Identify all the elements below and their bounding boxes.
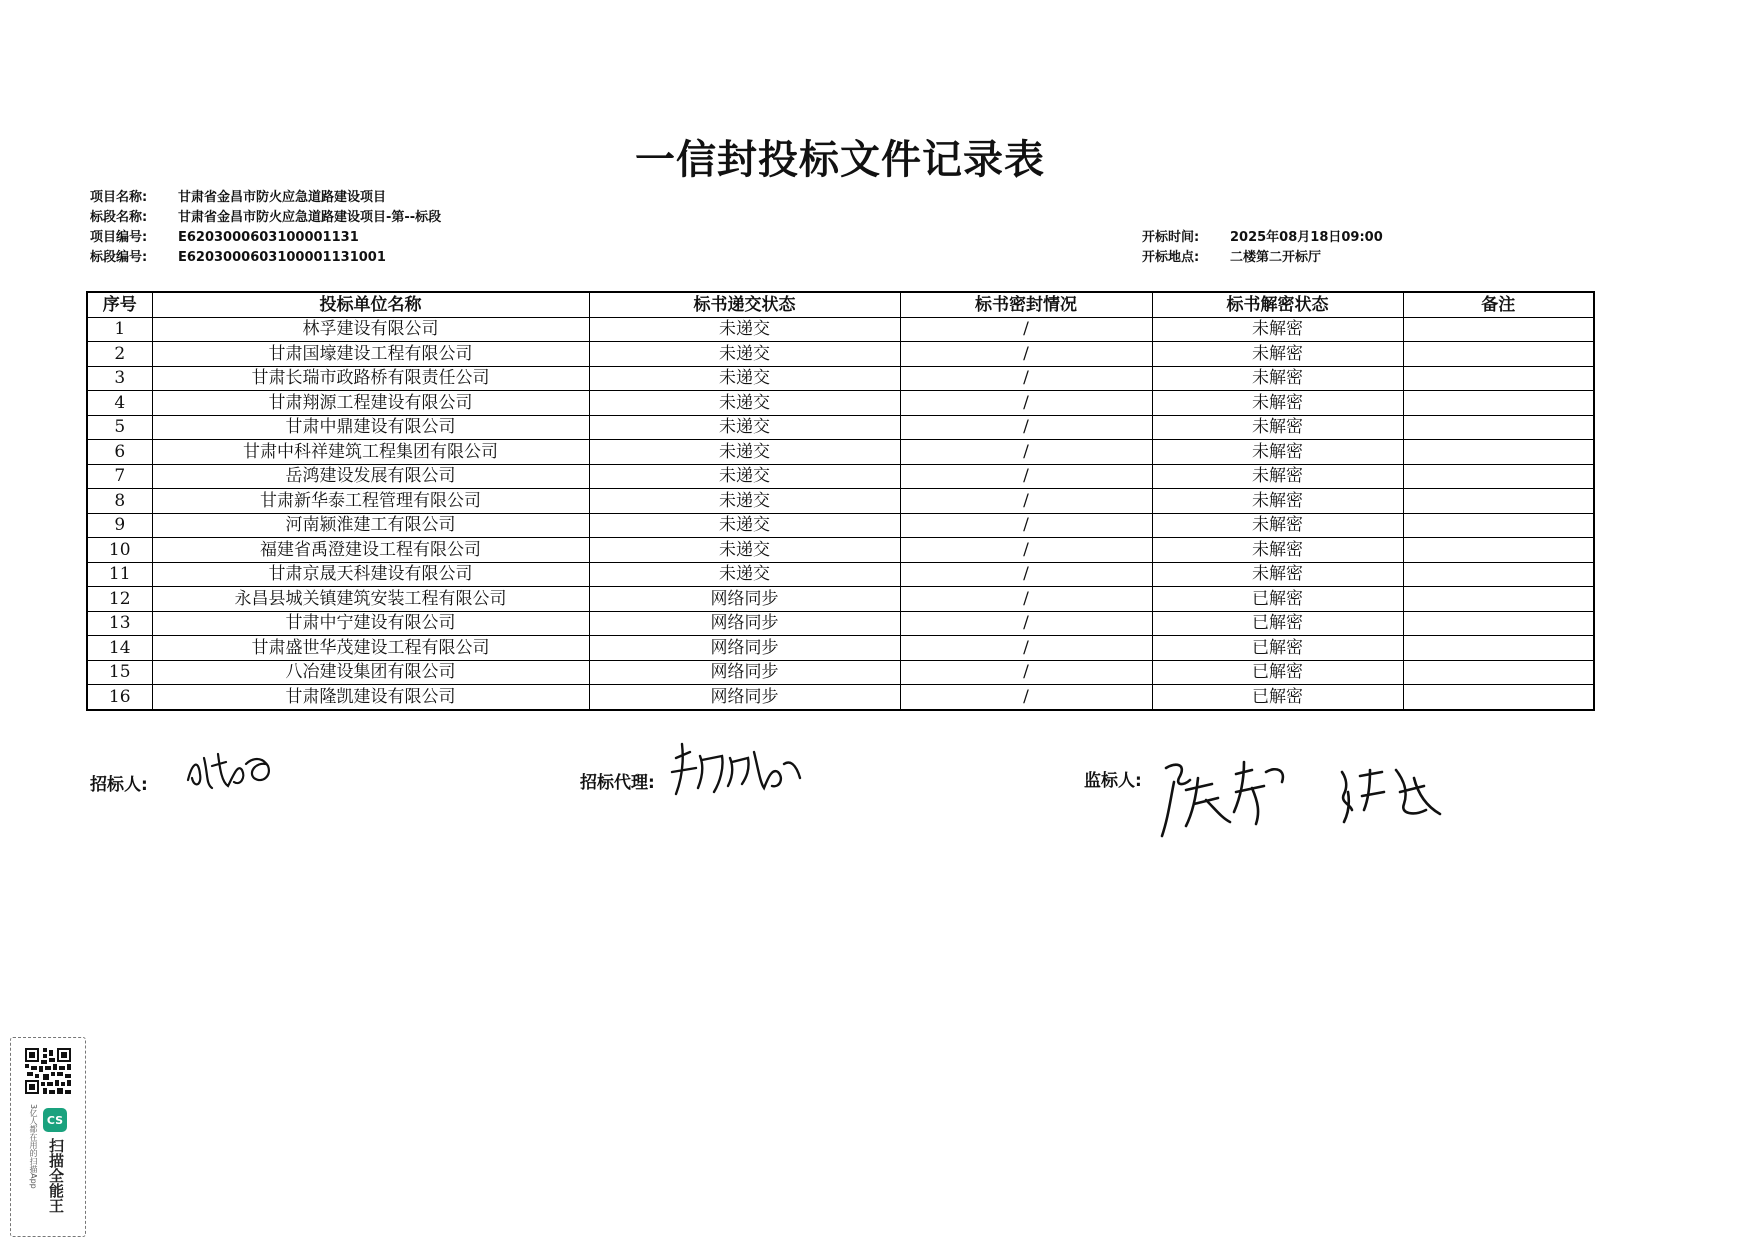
cell-submit-status: 未递交 [589,562,900,587]
cell-submit-status: 未递交 [589,538,900,563]
header-remark: 备注 [1403,292,1594,317]
cell-seal-status: / [900,366,1152,391]
cell-remark [1403,366,1594,391]
cell-decrypt-status: 已解密 [1152,636,1403,661]
cell-bidder: 甘肃翔源工程建设有限公司 [152,391,589,416]
cell-remark [1403,685,1594,710]
cell-seal-status: / [900,391,1152,416]
cell-remark [1403,636,1594,661]
meta-label: 项目编号: [90,230,148,245]
cell-submit-status: 网络同步 [589,636,900,661]
cell-seal-status: / [900,538,1152,563]
cell-seal-status: / [900,685,1152,710]
cell-decrypt-status: 已解密 [1152,685,1403,710]
cell-index: 3 [87,366,152,391]
cell-submit-status: 网络同步 [589,685,900,710]
table-row [87,513,1594,538]
cell-decrypt-status: 未解密 [1152,317,1403,342]
bid-record-table [86,291,1595,711]
table-row [87,562,1594,587]
cell-index: 14 [87,636,152,661]
cell-bidder: 甘肃中科祥建筑工程集团有限公司 [152,440,589,465]
cell-decrypt-status: 未解密 [1152,562,1403,587]
meta-value: 甘肃省金昌市防火应急道路建设项目 [178,190,387,205]
table-row [87,489,1594,514]
cell-index: 11 [87,562,152,587]
badge-app-name: 扫描全能王 [47,1138,65,1213]
cell-bidder: 甘肃长瑞市政路桥有限责任公司 [152,366,589,391]
cell-seal-status: / [900,513,1152,538]
cell-index: 5 [87,415,152,440]
table-row [87,636,1594,661]
cell-decrypt-status: 未解密 [1152,440,1403,465]
table-header-row [87,292,1594,317]
cell-bidder: 河南颍淮建工有限公司 [152,513,589,538]
header-submit-status: 标书递交状态 [589,292,900,317]
supervisor-label: 监标人: [1084,771,1142,791]
cell-bidder: 甘肃中宁建设有限公司 [152,611,589,636]
cell-bidder: 林孚建设有限公司 [152,317,589,342]
cell-index: 6 [87,440,152,465]
meta-right [1142,228,1383,268]
cell-index: 2 [87,342,152,367]
meta-opening-place [1142,248,1383,268]
cell-decrypt-status: 未解密 [1152,538,1403,563]
cell-remark [1403,611,1594,636]
cell-decrypt-status: 未解密 [1152,415,1403,440]
cell-index: 15 [87,660,152,685]
cell-bidder: 甘肃盛世华茂建设工程有限公司 [152,636,589,661]
cell-submit-status: 网络同步 [589,660,900,685]
header-decrypt-status: 标书解密状态 [1152,292,1403,317]
table-row [87,685,1594,710]
cell-submit-status: 未递交 [589,440,900,465]
tenderer-signature [182,744,282,796]
cell-submit-status: 未递交 [589,489,900,514]
cell-decrypt-status: 已解密 [1152,587,1403,612]
table-row [87,342,1594,367]
meta-label: 标段编号: [90,250,148,265]
cell-remark [1403,660,1594,685]
cell-seal-status: / [900,464,1152,489]
cell-seal-status: / [900,587,1152,612]
cell-decrypt-status: 未解密 [1152,342,1403,367]
cell-submit-status: 网络同步 [589,587,900,612]
cell-decrypt-status: 未解密 [1152,366,1403,391]
supervisor-signature-1 [1156,752,1296,842]
table-row [87,317,1594,342]
cell-seal-status: / [900,415,1152,440]
cell-index: 9 [87,513,152,538]
table-row [87,464,1594,489]
cell-remark [1403,489,1594,514]
cell-bidder: 甘肃国壕建设工程有限公司 [152,342,589,367]
cell-remark [1403,317,1594,342]
cell-seal-status: / [900,611,1152,636]
qr-code-icon [25,1048,71,1094]
header-seal-status: 标书密封情况 [900,292,1152,317]
cell-decrypt-status: 未解密 [1152,391,1403,416]
header-index: 序号 [87,292,152,317]
page-title: 一信封投标文件记录表 [635,136,1045,183]
meta-left [90,188,441,268]
cell-seal-status: / [900,489,1152,514]
cell-seal-status: / [900,440,1152,465]
badge-slogan: 3亿人都在用的扫描App [29,1104,38,1189]
cell-index: 12 [87,587,152,612]
cell-seal-status: / [900,562,1152,587]
table-row [87,440,1594,465]
cell-bidder: 福建省禹澄建设工程有限公司 [152,538,589,563]
meta-section-name [90,208,441,228]
cell-decrypt-status: 未解密 [1152,489,1403,514]
meta-value: 二楼第二开标厅 [1230,250,1322,265]
cell-submit-status: 网络同步 [589,611,900,636]
cell-submit-status: 未递交 [589,391,900,416]
meta-value: E6203000603100001131001 [178,250,386,265]
cell-submit-status: 未递交 [589,317,900,342]
cell-remark [1403,342,1594,367]
cell-bidder: 八冶建设集团有限公司 [152,660,589,685]
table-row [87,366,1594,391]
cell-decrypt-status: 已解密 [1152,611,1403,636]
cell-index: 4 [87,391,152,416]
cell-decrypt-status: 未解密 [1152,464,1403,489]
cell-bidder: 岳鸿建设发展有限公司 [152,464,589,489]
table-row [87,611,1594,636]
cell-seal-status: / [900,660,1152,685]
cell-remark [1403,538,1594,563]
cell-submit-status: 未递交 [589,464,900,489]
cell-bidder: 甘肃新华泰工程管理有限公司 [152,489,589,514]
meta-value: 2025年08月18日09:00 [1230,230,1383,245]
meta-value: 甘肃省金昌市防火应急道路建设项目-第--标段 [178,210,442,225]
cell-seal-status: / [900,317,1152,342]
cell-decrypt-status: 已解密 [1152,660,1403,685]
agent-label: 招标代理: [580,773,655,793]
cell-submit-status: 未递交 [589,513,900,538]
cell-remark [1403,464,1594,489]
cell-remark [1403,440,1594,465]
tenderer-label: 招标人: [90,775,148,795]
cell-index: 1 [87,317,152,342]
cell-bidder: 甘肃京晟天科建设有限公司 [152,562,589,587]
header-bidder: 投标单位名称 [152,292,589,317]
meta-label: 开标时间: [1142,230,1200,245]
cell-bidder: 永昌县城关镇建筑安装工程有限公司 [152,587,589,612]
cell-bidder: 甘肃隆凯建设有限公司 [152,685,589,710]
table-row [87,587,1594,612]
cell-index: 16 [87,685,152,710]
meta-label: 标段名称: [90,210,148,225]
table-row [87,538,1594,563]
cell-decrypt-status: 未解密 [1152,513,1403,538]
supervisor-signature-2 [1334,764,1450,826]
cell-bidder: 甘肃中鼎建设有限公司 [152,415,589,440]
cell-submit-status: 未递交 [589,366,900,391]
cell-remark [1403,562,1594,587]
cell-seal-status: / [900,636,1152,661]
cell-submit-status: 未递交 [589,415,900,440]
cell-index: 13 [87,611,152,636]
meta-section-number [90,248,441,268]
table-row [87,660,1594,685]
meta-project-name [90,188,441,208]
camscanner-badge [10,1037,86,1237]
table-row [87,391,1594,416]
meta-project-number [90,228,441,248]
cell-index: 10 [87,538,152,563]
cell-index: 8 [87,489,152,514]
cell-remark [1403,391,1594,416]
meta-label: 项目名称: [90,190,148,205]
meta-value: E6203000603100001131 [178,230,359,245]
meta-opening-time [1142,228,1383,248]
cell-remark [1403,415,1594,440]
agent-signature [668,738,808,800]
camscanner-logo-icon: CS [43,1108,67,1132]
table-row [87,415,1594,440]
cell-submit-status: 未递交 [589,342,900,367]
cell-seal-status: / [900,342,1152,367]
cell-index: 7 [87,464,152,489]
meta-label: 开标地点: [1142,250,1200,265]
cell-remark [1403,513,1594,538]
cell-remark [1403,587,1594,612]
